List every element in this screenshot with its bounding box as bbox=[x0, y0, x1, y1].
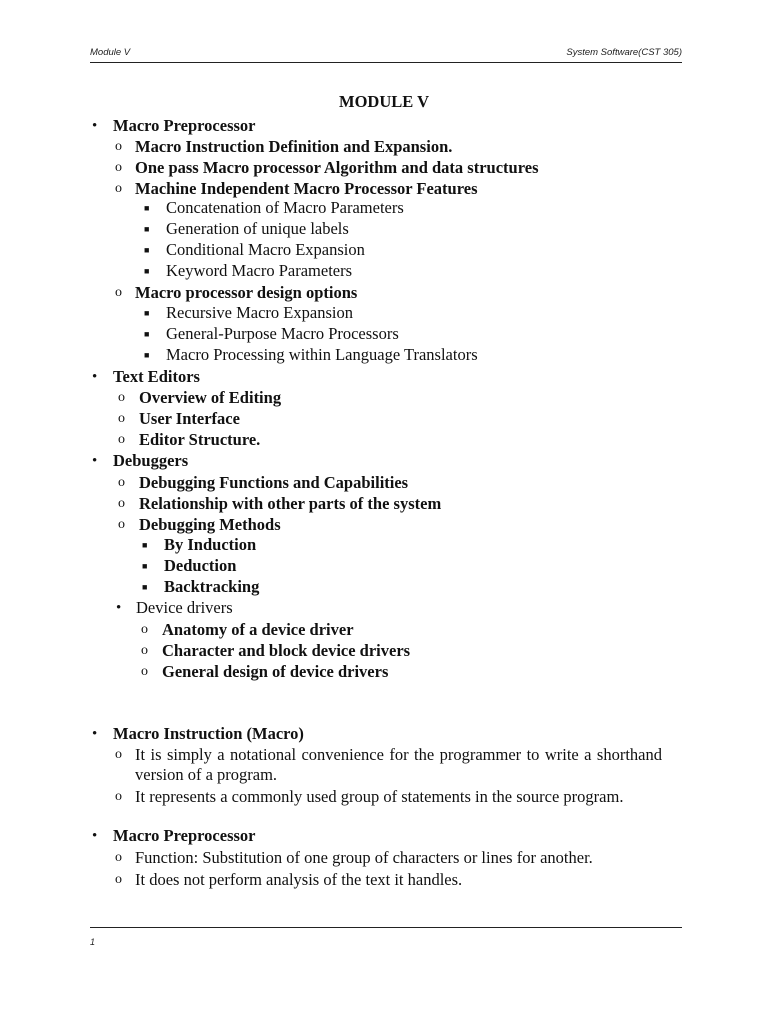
square-marker: ■ bbox=[144, 266, 150, 276]
circle-marker: o bbox=[115, 789, 122, 804]
bullet-marker: • bbox=[92, 726, 98, 742]
outline-general-purpose: General-Purpose Macro Processors bbox=[166, 324, 399, 343]
square-marker: ■ bbox=[142, 561, 148, 571]
outline-unique-labels: Generation of unique labels bbox=[166, 219, 349, 238]
page-number: 1 bbox=[90, 937, 96, 947]
circle-marker: o bbox=[141, 664, 148, 679]
outline-debugging-methods: Debugging Methods bbox=[139, 515, 281, 534]
outline-conditional: Conditional Macro Expansion bbox=[166, 240, 365, 259]
outline-anatomy: Anatomy of a device driver bbox=[162, 620, 354, 639]
circle-marker: o bbox=[115, 747, 122, 762]
square-marker: ■ bbox=[144, 245, 150, 255]
header-module-label: Module V bbox=[90, 47, 131, 58]
bullet-marker: • bbox=[92, 369, 98, 385]
square-marker: ■ bbox=[144, 224, 150, 234]
outline-user-interface: User Interface bbox=[139, 409, 240, 428]
outline-one-pass: One pass Macro processor Algorithm and data structures bbox=[135, 158, 539, 177]
square-marker: ■ bbox=[142, 540, 148, 550]
circle-marker: o bbox=[118, 496, 125, 511]
notes-macro-instruction-heading: Macro Instruction (Macro) bbox=[113, 724, 304, 743]
outline-editor-structure: Editor Structure. bbox=[139, 430, 261, 449]
circle-marker: o bbox=[115, 285, 122, 300]
bullet-marker: • bbox=[92, 828, 98, 844]
circle-marker: o bbox=[115, 850, 122, 865]
square-marker: ■ bbox=[142, 582, 148, 592]
outline-deduction: Deduction bbox=[164, 556, 237, 575]
circle-marker: o bbox=[141, 643, 148, 658]
circle-marker: o bbox=[115, 872, 122, 887]
outline-backtracking: Backtracking bbox=[164, 577, 260, 596]
bullet-marker: • bbox=[92, 118, 98, 134]
outline-relationship: Relationship with other parts of the system bbox=[139, 494, 442, 513]
circle-marker: o bbox=[115, 139, 122, 154]
circle-marker: o bbox=[115, 160, 122, 175]
bullet-marker: • bbox=[116, 600, 122, 616]
outline-within-translators: Macro Processing within Language Translators bbox=[166, 345, 478, 364]
outline-keyword: Keyword Macro Parameters bbox=[166, 261, 353, 280]
outline-machine-independent: Machine Independent Macro Processor Features bbox=[135, 179, 478, 198]
square-marker: ■ bbox=[144, 203, 150, 213]
circle-marker: o bbox=[118, 517, 125, 532]
page-title: MODULE V bbox=[339, 92, 429, 111]
circle-marker: o bbox=[115, 181, 122, 196]
notes-macro-preprocessor-heading: Macro Preprocessor bbox=[113, 826, 256, 845]
square-marker: ■ bbox=[144, 350, 150, 360]
circle-marker: o bbox=[118, 411, 125, 426]
notes-macro-preprocessor-p1: Function: Substitution of one group of characters or lines for another. bbox=[135, 848, 593, 867]
page-header bbox=[90, 44, 682, 63]
outline-device-drivers: Device drivers bbox=[136, 598, 233, 617]
outline-macro-preprocessor: Macro Preprocessor bbox=[113, 116, 256, 135]
bullet-marker: • bbox=[92, 453, 98, 469]
notes-macro-instruction-p1: It is simply a notational convenience for the programmer to write a shorthand version of a program. bbox=[135, 745, 662, 784]
outline-concatenation: Concatenation of Macro Parameters bbox=[166, 198, 404, 217]
circle-marker: o bbox=[118, 390, 125, 405]
notes-macro-instruction-p2: It represents a commonly used group of statements in the source program. bbox=[135, 787, 624, 806]
outline-design-options: Macro processor design options bbox=[135, 283, 358, 302]
outline-macro-instruction-definition: Macro Instruction Definition and Expansion. bbox=[135, 137, 453, 156]
outline-recursive: Recursive Macro Expansion bbox=[166, 303, 353, 322]
square-marker: ■ bbox=[144, 329, 150, 339]
outline-by-induction: By Induction bbox=[164, 535, 257, 554]
outline-text-editors: Text Editors bbox=[113, 367, 200, 386]
page-footer bbox=[90, 927, 682, 948]
outline-debuggers: Debuggers bbox=[113, 451, 189, 470]
header-course-label: System Software(CST 305) bbox=[566, 47, 682, 58]
notes-macro-preprocessor-p2: It does not perform analysis of the text it handles. bbox=[135, 870, 463, 889]
outline-overview-editing: Overview of Editing bbox=[139, 388, 282, 407]
circle-marker: o bbox=[118, 432, 125, 447]
outline-debugging-functions: Debugging Functions and Capabilities bbox=[139, 473, 409, 492]
square-marker: ■ bbox=[144, 308, 150, 318]
outline-general-design: General design of device drivers bbox=[162, 662, 389, 681]
circle-marker: o bbox=[141, 622, 148, 637]
circle-marker: o bbox=[118, 475, 125, 490]
outline-char-block: Character and block device drivers bbox=[162, 641, 411, 660]
